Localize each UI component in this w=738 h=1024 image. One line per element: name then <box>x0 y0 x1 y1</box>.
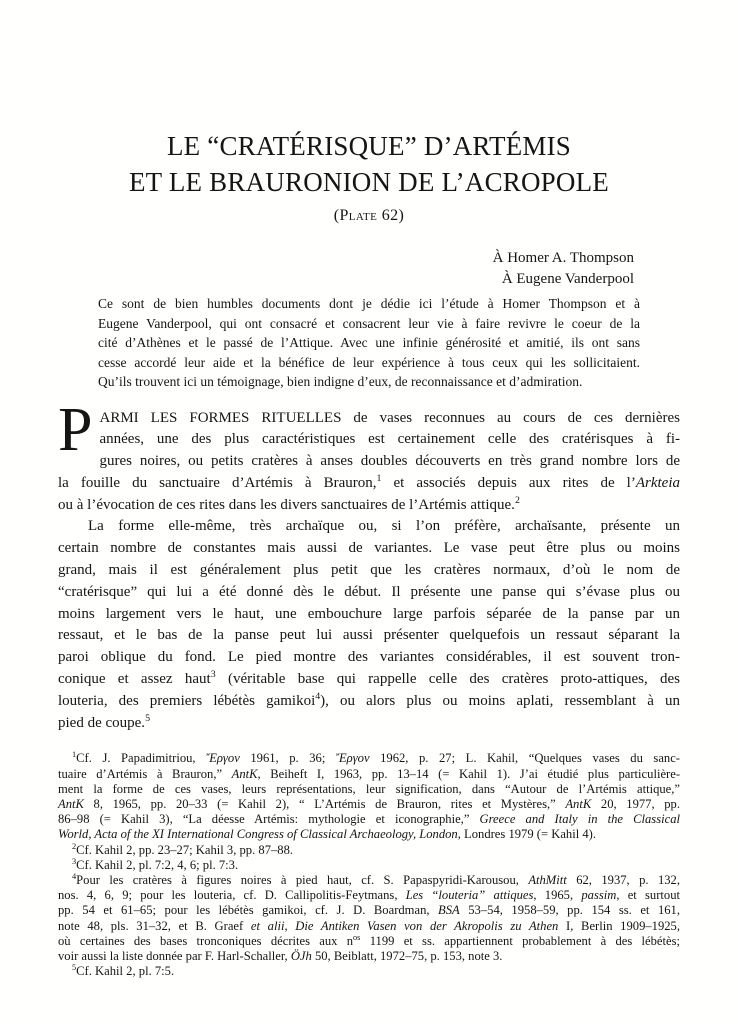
article-body <box>58 395 681 735</box>
text-segment: 3 <box>210 669 216 681</box>
text-line <box>58 827 680 842</box>
text-segment: grand, mais il est généralement plus petit que les cratères normaux, d’où le nom de <box>58 562 680 579</box>
text-line <box>58 538 680 560</box>
text-segment: où certaines des bases tronconiques décrites aux n <box>58 933 354 948</box>
text-segment: , 1965, <box>533 888 582 903</box>
text-segment: 1962, p. 27; L. Kahil, “Quelques vases du sanc- <box>369 751 680 766</box>
text-line <box>58 949 680 964</box>
text-segment: AntK <box>231 766 258 781</box>
text-line <box>58 604 680 626</box>
text-segment: AntK <box>58 797 84 812</box>
text-segment: gures noires, ou petits cratères à anses doubles découverts en très grand nombre lors de <box>99 453 680 470</box>
text-segment: 1 <box>376 472 382 484</box>
text-segment: Greece and Italy in the Classical <box>479 812 680 827</box>
text-segment: Pour les cratères à figures noires à pied haut, cf. S. Papaspyridi-Karousou, <box>76 873 529 888</box>
text-segment: , et surtout <box>616 888 681 903</box>
text-segment: nos. 4, 6, 9; pour les louteria, cf. D. Callipolitis-Feytmans, <box>58 888 406 903</box>
text-segment: 8, 1965, pp. 20–33 (= Kahil 2), “ L’Artémis de Brauron, rites et Mystères,” <box>83 797 566 812</box>
text-segment: 50, Beiblatt, 1972–75, p. 153, note 3. <box>311 949 503 964</box>
text-segment: , Beiheft I, 1963, pp. 13–14 (= Kahil 1). J’ai étudié plus particulière- <box>257 766 681 781</box>
text-line <box>98 294 640 314</box>
paragraph <box>58 751 680 842</box>
text-segment: voir aussi la liste donnée par F. Harl-Schaller, <box>58 949 291 964</box>
plate-reference: (Plate 62) <box>333 207 405 224</box>
text-segment: 4 <box>315 690 321 702</box>
text-line <box>58 429 680 451</box>
text-segment: Les “louteria” attiques <box>405 888 534 903</box>
text-segment: BSA <box>438 903 460 918</box>
text-line <box>58 767 680 782</box>
article-title-line2: ET LE BRAURONION DE L’ACROPOLE <box>128 167 609 197</box>
text-line <box>58 797 680 812</box>
text-line <box>98 353 640 373</box>
text-segment: ARMI LES FORMES RITUELLES de vases reconnues au cours de ces dernières <box>99 409 680 426</box>
text-line <box>58 964 680 979</box>
footnotes <box>58 751 680 979</box>
text-line <box>58 560 680 582</box>
text-segment: paroi oblique du fond. Le pied montre des variantes considérables, il est souvent tron- <box>58 649 680 666</box>
text-line <box>58 751 680 766</box>
text-segment: AntK <box>565 797 592 812</box>
text-segment: la fouille du sanctuaire d’Artémis à Brauron, <box>58 474 377 491</box>
paragraph <box>58 843 680 858</box>
text-line <box>58 903 680 918</box>
dedication-name-vanderpool: À Eugene Vanderpool <box>501 271 634 287</box>
text-segment: cesse accordé leur aide et la bénéfice de leur expérience à tous ceux qui les sollicitaient. <box>98 354 640 370</box>
text-segment: certain nombre de constantes mais aussi de variantes. Le vase peut être plus ou moins <box>58 540 680 557</box>
text-segment: 5 <box>72 963 77 973</box>
text-line <box>58 843 680 858</box>
text-segment: 1961, p. 36; <box>239 751 336 766</box>
text-line <box>58 782 680 797</box>
text-segment: Ce sont de bien humbles documents dont je dédie ici l’étude à Homer Thompson et à <box>98 296 640 311</box>
paragraph <box>58 964 680 979</box>
text-segment: os <box>353 932 361 942</box>
text-line <box>58 408 680 430</box>
text-line <box>58 669 680 691</box>
text-line <box>58 691 680 713</box>
text-line <box>58 451 680 473</box>
text-segment: passim <box>581 888 617 903</box>
text-segment: pp. 54 et 61–65; pour les lébétès gamikoi, cf. J. D. Boardman, <box>58 903 439 918</box>
paragraph <box>98 294 640 392</box>
text-segment: 53–54, 1958–59, pp. 154 ss. et 161, <box>459 903 681 918</box>
text-segment: (véritable base qui rappelle celle des cratères proto-attiques, des <box>215 671 681 688</box>
text-segment: moins largement vers le haut, une embouchure large parfois séparée de la panse par un <box>58 605 680 622</box>
dedication-paragraph <box>98 294 640 392</box>
text-segment: 3 <box>72 856 77 866</box>
text-line <box>58 647 680 669</box>
text-segment: et alii <box>250 918 285 933</box>
text-line <box>98 314 640 334</box>
text-segment: , <box>284 918 296 933</box>
text-line <box>98 333 640 353</box>
text-segment: Cf. J. Papadimitriou, <box>76 751 207 766</box>
text-segment: et associés depuis aux rites de l’ <box>381 474 636 491</box>
dedication-name-thompson: À Homer A. Thompson <box>492 250 634 266</box>
text-line <box>58 812 680 827</box>
text-segment: “cratérisque” qui lui a été donné dès le début. Il présente une panse qui s’évase plus ou <box>58 583 680 600</box>
text-segment: 2 <box>514 494 520 506</box>
text-segment: note 48, pls. 31–32, et B. Graef <box>58 918 251 933</box>
text-segment: AthMitt <box>528 873 567 888</box>
text-segment: Eugene Vanderpool, qui ont consacré et consacrent leur vie à faire revivre le coeur de la <box>98 315 640 331</box>
text-line <box>98 372 640 392</box>
text-line <box>58 516 680 538</box>
text-segment: ressaut, et le bas de la panse peut lui aussi présenter quelquefois un ressaut séparant la <box>58 627 680 644</box>
text-segment: 62, 1937, p. 132, <box>566 873 680 888</box>
text-segment: ), ou alors plus ou moins aplati, ressemblant à un <box>320 692 680 709</box>
text-segment: ou à l’évocation de ces rites dans les divers sanctuaires de l’Artémis attique. <box>58 496 515 513</box>
text-line <box>58 495 680 517</box>
text-segment: 4 <box>72 871 77 881</box>
paragraph <box>58 395 680 517</box>
text-segment: Qu’ils trouvent ici un témoignage, bien indigne d’eux, de reconnaissance et d’admiration. <box>98 374 583 389</box>
text-segment: La forme elle-même, très archaïque ou, si l’on préfère, archaïsante, présente un <box>88 518 680 535</box>
text-segment: ÖJh <box>290 949 312 964</box>
text-line <box>58 582 680 604</box>
text-segment: 2 <box>72 841 77 851</box>
text-segment: tuaire d’Artémis à Brauron,” <box>58 766 232 781</box>
paragraph <box>58 873 680 964</box>
text-line <box>58 625 680 647</box>
text-segment: , Londres 1979 (= Kahil 4). <box>457 827 596 842</box>
text-segment: World, Acta of the XI International Congress of Classical Archaeology, London <box>58 827 458 842</box>
text-segment: Arkteia <box>635 474 680 491</box>
text-line <box>58 473 680 495</box>
text-segment: Ἔργον <box>206 751 240 766</box>
text-line <box>58 919 680 934</box>
article-title-line1: LE “CRATÉRISQUE” D’ARTÉMIS <box>166 131 572 161</box>
text-segment: ment la forme de ces vases, leurs représentations, leur signification, dans “Autour de l’Artémis attique,” <box>58 781 680 796</box>
text-segment: I, Berlin 1909–1925, <box>558 918 681 933</box>
text-segment: 1 <box>72 750 77 760</box>
text-segment: Ἔργον <box>335 751 370 766</box>
text-segment: Cf. Kahil 2, pl. 7:5. <box>76 964 175 979</box>
text-segment: 20, 1977, pp. <box>591 797 681 812</box>
paragraph <box>58 858 680 873</box>
text-segment: 5 <box>145 712 150 724</box>
dedication-names <box>0 248 634 290</box>
text-segment: 1199 et ss. appartiennent probablement à des lébétès; <box>360 933 681 948</box>
text-line <box>58 858 680 873</box>
text-segment: cité d’Athènes et le passé de l’Attique. Avec une infinie générosité et amitié, ils ont sans <box>98 335 640 350</box>
text-segment: Cf. Kahil 2, pp. 23–27; Kahil 3, pp. 87–88. <box>76 842 294 857</box>
text-line <box>58 713 680 735</box>
text-segment: conique et assez haut <box>58 671 211 688</box>
article-title <box>0 128 738 200</box>
text-segment: années, une des plus caractéristiques est certainement celle des cratérisques à fi- <box>99 431 680 448</box>
paragraph <box>58 516 680 734</box>
text-line <box>58 888 680 903</box>
text-segment: 86–98 (= Kahil 3), “La déesse Artémis: mythologie et iconographie,” <box>58 812 480 827</box>
text-line <box>58 934 680 949</box>
drop-cap: P <box>58 395 93 464</box>
text-line <box>58 873 680 888</box>
text-segment: Cf. Kahil 2, pl. 7:2, 4, 6; pl. 7:3. <box>76 857 239 872</box>
text-segment: louteria, des premiers lébétès gamikoi <box>58 692 316 709</box>
text-segment: pied de coupe. <box>58 714 146 731</box>
text-segment: Die Antiken Vasen von der Akropolis zu Athen <box>295 918 559 933</box>
